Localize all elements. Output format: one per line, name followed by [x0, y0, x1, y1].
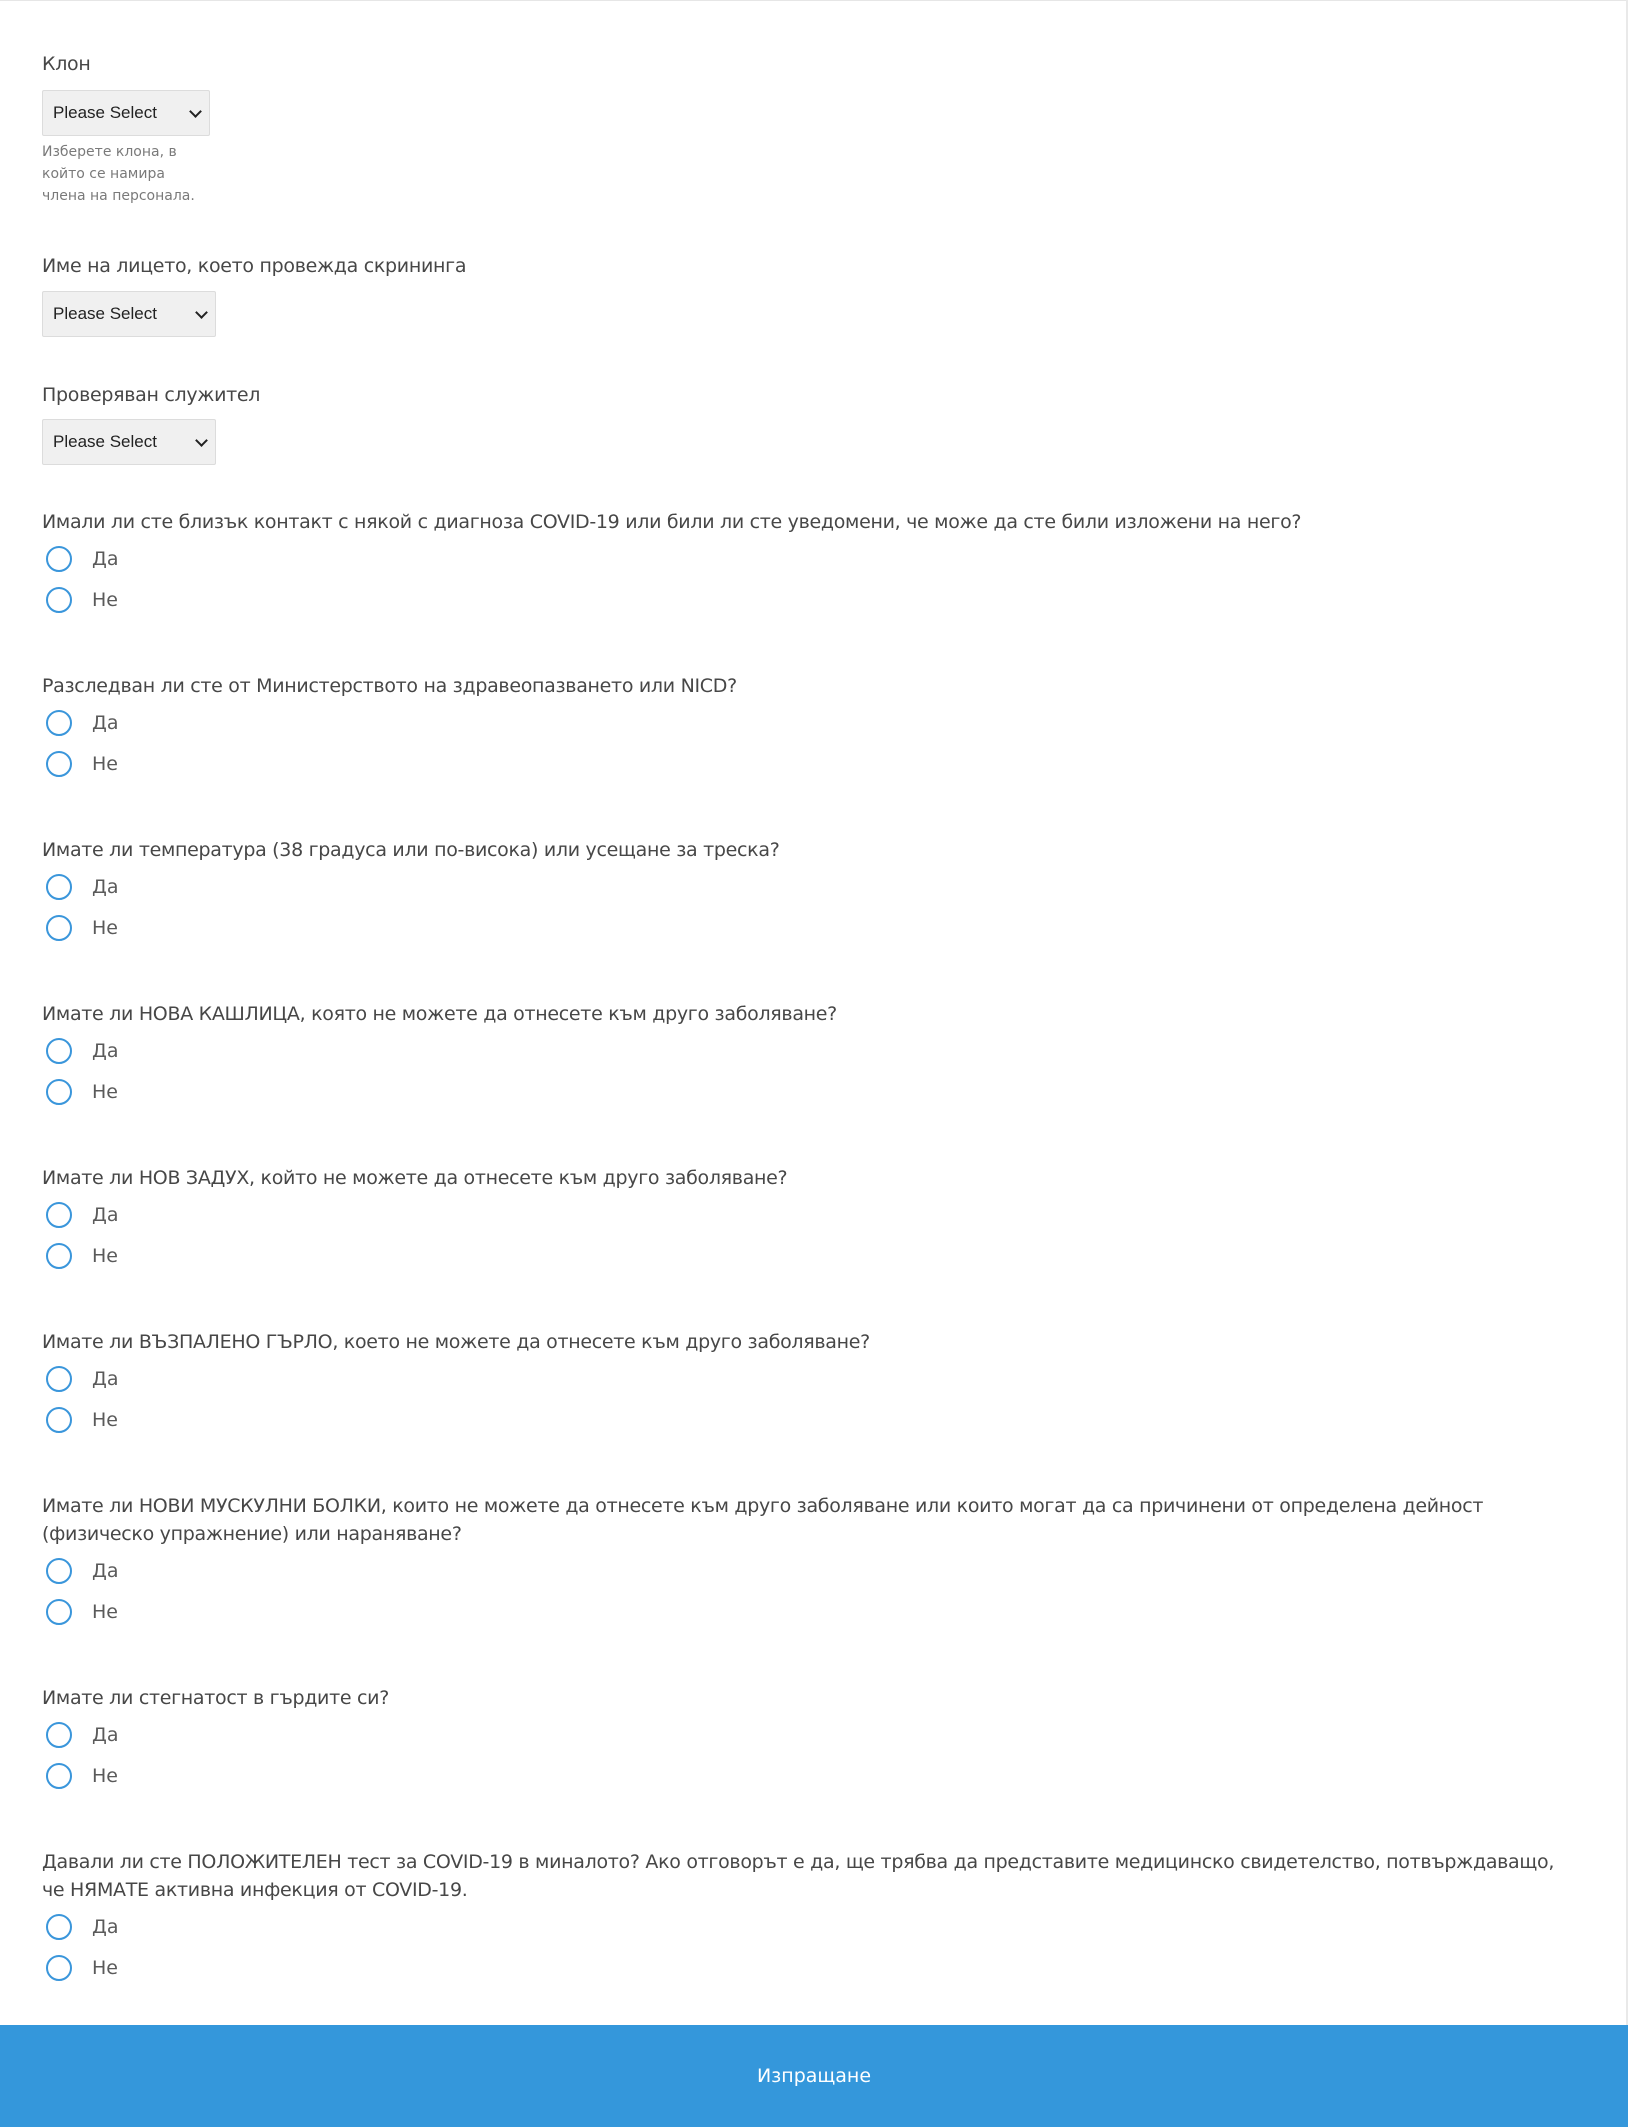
radio-button[interactable] — [46, 1558, 72, 1584]
option-yes[interactable] — [46, 872, 119, 902]
option-label: Не — [92, 753, 118, 775]
radio-button[interactable] — [46, 710, 72, 736]
option-yes[interactable] — [46, 1036, 119, 1066]
screener-field — [42, 252, 466, 280]
employee-label: Проверяван служител — [42, 384, 261, 406]
option-label: Не — [92, 1601, 118, 1623]
screener-label: Име на лицето, което провежда скрининга — [42, 255, 467, 277]
radio-button[interactable] — [46, 1038, 72, 1064]
question-text: Имате ли ВЪЗПАЛЕНО ГЪРЛО, което не можете да отнесете към друго заболяване? — [42, 1331, 870, 1353]
option-no[interactable] — [46, 585, 118, 615]
employee-select-value: Please Select — [53, 432, 157, 451]
question-7 — [42, 1492, 1582, 1623]
option-label: Да — [92, 1204, 119, 1226]
question-text: Имате ли НОВА КАШЛИЦА, която не можете да отнесете към друго заболяване? — [42, 1003, 837, 1025]
question-6 — [42, 1328, 1582, 1431]
question-text: Имате ли НОВ ЗАДУХ, който не можете да отнесете към друго заболяване? — [42, 1167, 788, 1189]
option-no[interactable] — [46, 1077, 118, 1107]
option-yes[interactable] — [46, 1912, 119, 1942]
option-label: Не — [92, 917, 118, 939]
employee-select[interactable] — [42, 419, 216, 465]
option-yes[interactable] — [46, 1200, 119, 1230]
question-2 — [42, 672, 1582, 775]
option-label: Да — [92, 1560, 119, 1582]
employee-field — [42, 381, 260, 409]
screener-select-value: Please Select — [53, 304, 157, 323]
radio-button[interactable] — [46, 915, 72, 941]
option-label: Не — [92, 1409, 118, 1431]
branch-field — [42, 50, 90, 78]
radio-button[interactable] — [46, 1955, 72, 1981]
chevron-down-icon — [195, 434, 208, 447]
question-9 — [42, 1848, 1582, 1979]
submit-button[interactable] — [0, 2025, 1628, 2127]
question-text: Имали ли сте близък контакт с някой с диагноза COVID-19 или били ли сте уведомени, че може да сте били изложени на него? — [42, 511, 1302, 533]
option-label: Не — [92, 1081, 118, 1103]
branch-label: Клон — [42, 53, 91, 75]
option-no[interactable] — [46, 1761, 118, 1791]
question-text: Имате ли стегнатост в гърдите си? — [42, 1687, 389, 1709]
radio-button[interactable] — [46, 874, 72, 900]
question-text: Разследван ли сте от Министерството на здравеопазването или NICD? — [42, 675, 737, 697]
chevron-down-icon — [189, 105, 202, 118]
option-label: Да — [92, 712, 119, 734]
question-3 — [42, 836, 1582, 939]
question-4 — [42, 1000, 1582, 1103]
option-label: Да — [92, 1040, 119, 1062]
option-no[interactable] — [46, 1241, 118, 1271]
radio-button[interactable] — [46, 1366, 72, 1392]
option-no[interactable] — [46, 1405, 118, 1435]
branch-select[interactable] — [42, 90, 210, 136]
option-label: Не — [92, 589, 118, 611]
option-no[interactable] — [46, 1597, 118, 1627]
radio-button[interactable] — [46, 1202, 72, 1228]
option-label: Да — [92, 1368, 119, 1390]
option-no[interactable] — [46, 749, 118, 779]
radio-button[interactable] — [46, 751, 72, 777]
screener-select[interactable] — [42, 291, 216, 337]
chevron-down-icon — [195, 306, 208, 319]
radio-button[interactable] — [46, 1407, 72, 1433]
question-text: Имате ли НОВИ МУСКУЛНИ БОЛКИ, които не можете да отнесете към друго заболяване или които могат да са причинени от определена дейност (физическо упражнение) или нараняване? — [42, 1495, 1484, 1545]
option-yes[interactable] — [46, 1720, 119, 1750]
option-label: Да — [92, 548, 119, 570]
option-no[interactable] — [46, 1953, 118, 1983]
top-border — [0, 0, 1628, 1]
radio-button[interactable] — [46, 1079, 72, 1105]
radio-button[interactable] — [46, 1599, 72, 1625]
radio-button[interactable] — [46, 1722, 72, 1748]
question-5 — [42, 1164, 1582, 1267]
option-yes[interactable] — [46, 1556, 119, 1586]
option-label: Не — [92, 1765, 118, 1787]
radio-button[interactable] — [46, 546, 72, 572]
radio-button[interactable] — [46, 587, 72, 613]
option-yes[interactable] — [46, 544, 119, 574]
radio-button[interactable] — [46, 1914, 72, 1940]
radio-button[interactable] — [46, 1763, 72, 1789]
option-no[interactable] — [46, 913, 118, 943]
question-text: Имате ли температура (38 градуса или по-висока) или усещане за треска? — [42, 839, 780, 861]
submit-button-label: Изпращане — [756, 2065, 872, 2087]
question-text: Давали ли сте ПОЛОЖИТЕЛЕН тест за COVID-19 в миналото? Ако отговорът е да, ще трябва да представите медицинско свидетелство, потвърждаващо, че НЯМАТЕ активна инфекция от COVID-19. — [42, 1851, 1555, 1901]
option-yes[interactable] — [46, 708, 119, 738]
radio-button[interactable] — [46, 1243, 72, 1269]
option-label: Не — [92, 1245, 118, 1267]
question-8 — [42, 1684, 1582, 1787]
option-label: Да — [92, 876, 119, 898]
branch-select-value: Please Select — [53, 103, 157, 122]
question-1 — [42, 508, 1582, 611]
branch-hint: Изберете клона, в който се намира члена на персонала. — [42, 144, 195, 204]
option-label: Да — [92, 1724, 119, 1746]
option-yes[interactable] — [46, 1364, 119, 1394]
option-label: Да — [92, 1916, 119, 1938]
option-label: Не — [92, 1957, 118, 1979]
